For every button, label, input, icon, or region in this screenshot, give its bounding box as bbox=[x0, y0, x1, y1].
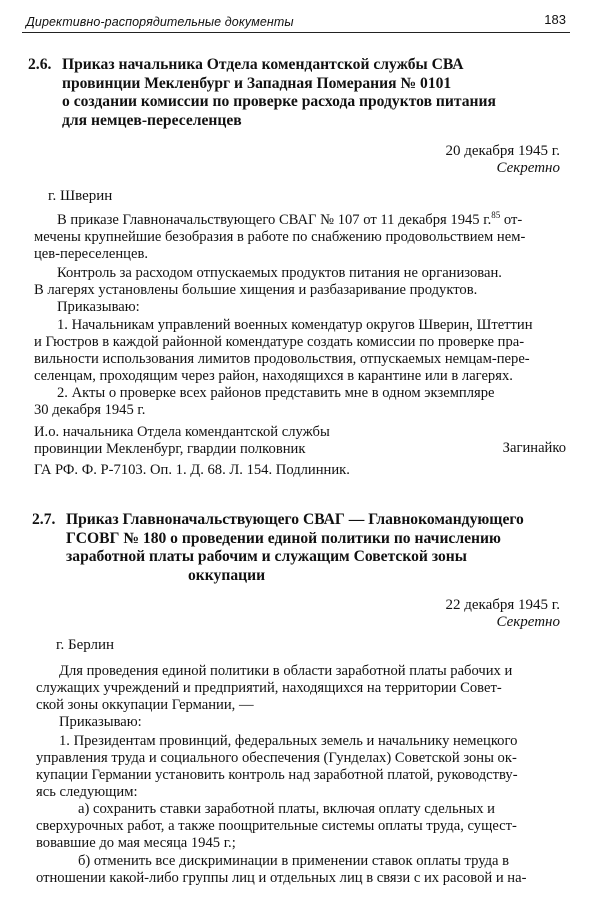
doc-2-6-signer-name: Загинайко bbox=[502, 440, 566, 456]
doc-2-6-date: 20 декабря 1945 г. bbox=[445, 143, 560, 159]
running-head: Директивно-распорядительные документы bbox=[26, 15, 294, 29]
doc-2-6-signer-line: И.о. начальника Отдела комендантской службы bbox=[34, 424, 330, 440]
doc-2-6-p1-line: цев-переселенцев. bbox=[34, 245, 148, 262]
doc-2-7-title-line: оккупации bbox=[188, 566, 266, 584]
doc-2-6-title-line: для немцев-переселенцев bbox=[62, 111, 242, 129]
doc-2-7-item-b-line: б) отменить все дискриминации в применении ставок оплаты труда в bbox=[78, 853, 510, 869]
doc-2-7-item-b-line: отношении какой-либо группы лиц и отдельных лиц в связи с их расовой и на- bbox=[36, 869, 527, 886]
doc-2-6-item1-line: и Гюстров в каждой районной комендатуре создать комиссии по проверке пра- bbox=[34, 333, 525, 350]
doc-2-6-paragraph-2 bbox=[34, 265, 566, 316]
doc-2-6-item-2 bbox=[34, 385, 566, 419]
doc-2-7-order-word: Приказываю: bbox=[59, 713, 142, 730]
doc-2-6-item2-line: 2. Акты о проверке всех районов представить мне в одном экземпляре bbox=[57, 385, 495, 401]
doc-2-7-title-line: ГСОВГ № 180 о проведении единой политики по начислению bbox=[66, 529, 501, 547]
doc-2-7-item-a-line: сверхурочных работ, а также поощрительные системы оплаты труда, сущест- bbox=[36, 817, 517, 834]
doc-2-6-item2-line: 30 декабря 1945 г. bbox=[34, 401, 146, 418]
doc-2-7-place: г. Берлин bbox=[56, 637, 115, 653]
doc-2-7-item-a bbox=[36, 801, 566, 852]
doc-2-7-classification: Секретно bbox=[496, 614, 560, 630]
doc-2-6-archive-source: ГА РФ. Ф. Р-7103. Оп. 1. Д. 68. Л. 154. Подлинник. bbox=[34, 462, 350, 478]
doc-2-7-date: 22 декабря 1945 г. bbox=[445, 597, 560, 613]
doc-2-7-p1-line: служащих учреждений и предприятий, находящихся на территории Совет- bbox=[36, 679, 502, 696]
doc-2-6-date-block bbox=[446, 143, 561, 177]
doc-2-6-signer-line: провинции Мекленбург, гвардии полковник bbox=[34, 440, 306, 457]
doc-2-6-item1-line: селенцам, проходящим через район, находящихся в карантине или в лагерях. bbox=[34, 367, 513, 384]
doc-2-7-item1-line: 1. Президентам провинций, федеральных земель и начальнику немецкого bbox=[59, 733, 518, 749]
doc-2-7-title-line: заработной платы рабочим и служащим Советской зоны bbox=[66, 548, 467, 565]
doc-2-6-title-line: провинции Мекленбург и Западная Померания № 0101 bbox=[62, 74, 452, 92]
doc-2-7-item-a-line: а) сохранить ставки заработной платы, включая оплату сдельных и bbox=[78, 801, 495, 817]
doc-2-6-order-word: Приказываю: bbox=[57, 298, 140, 315]
doc-2-7-item-b bbox=[36, 853, 566, 887]
doc-2-7-item-a-line: вовавшие до мая месяца 1945 г.; bbox=[36, 834, 236, 851]
doc-2-6-paragraph-1 bbox=[34, 212, 566, 263]
doc-2-6-p2-line: В лагерях установлены большие хищения и разбазаривание продуктов. bbox=[34, 281, 478, 298]
doc-2-6-title-line: Приказ начальника Отдела комендантской службы СВА bbox=[62, 56, 464, 73]
doc-2-7-date-block bbox=[446, 597, 561, 631]
doc-2-7-item1-line: купации Германии установить контроль над заработной платой, руководству- bbox=[36, 766, 518, 783]
doc-2-6-item1-line: вильности использования лимитов продовольствия, отпускаемых немцам-пере- bbox=[34, 350, 530, 367]
doc-2-6-title-line: о создании комиссии по проверке расхода продуктов питания bbox=[62, 93, 496, 110]
doc-2-6-signer-title bbox=[34, 424, 330, 458]
doc-2-6-place: г. Шверин bbox=[48, 188, 113, 204]
page-header bbox=[22, 14, 570, 33]
doc-2-6-p2-line: Контроль за расходом отпускаемых продуктов питания не организован. bbox=[57, 265, 502, 281]
doc-2-7-title-line: Приказ Главноначальствующего СВАГ — Главнокомандующего bbox=[66, 511, 524, 528]
doc-2-6-p1-line: В приказе Главноначальствующего СВАГ № 107 от 11 декабря 1945 г. bbox=[57, 212, 492, 228]
doc-2-7-number: 2.7. bbox=[32, 511, 56, 528]
doc-2-7-p1-line: Для проведения единой политики в области заработной платы рабочих и bbox=[59, 663, 513, 679]
doc-2-6-item-1 bbox=[34, 317, 566, 385]
doc-2-6-item1-line: 1. Начальникам управлений военных комендатур округов Шверин, Штеттин bbox=[57, 317, 533, 333]
footnote-ref: 85 bbox=[491, 210, 501, 221]
doc-2-7-paragraph-1 bbox=[36, 663, 566, 731]
doc-2-6-p1-line: мечены крупнейшие безобразия в работе по снабжению продовольствием нем- bbox=[34, 228, 526, 245]
doc-2-7-item1-line: ясь следующим: bbox=[36, 783, 138, 800]
doc-2-6-number: 2.6. bbox=[28, 56, 52, 73]
doc-2-6-classification: Секретно bbox=[496, 160, 560, 176]
doc-2-7-item-1 bbox=[36, 733, 566, 801]
page-number: 183 bbox=[544, 12, 566, 27]
doc-2-6-p1-tail: от- bbox=[500, 212, 523, 228]
doc-2-7-p1-line: ской зоны оккупации Германии, — bbox=[36, 696, 254, 713]
doc-2-7-item1-line: управления труда и социального обеспечения (Гунделах) Советской зоны ок- bbox=[36, 749, 517, 766]
